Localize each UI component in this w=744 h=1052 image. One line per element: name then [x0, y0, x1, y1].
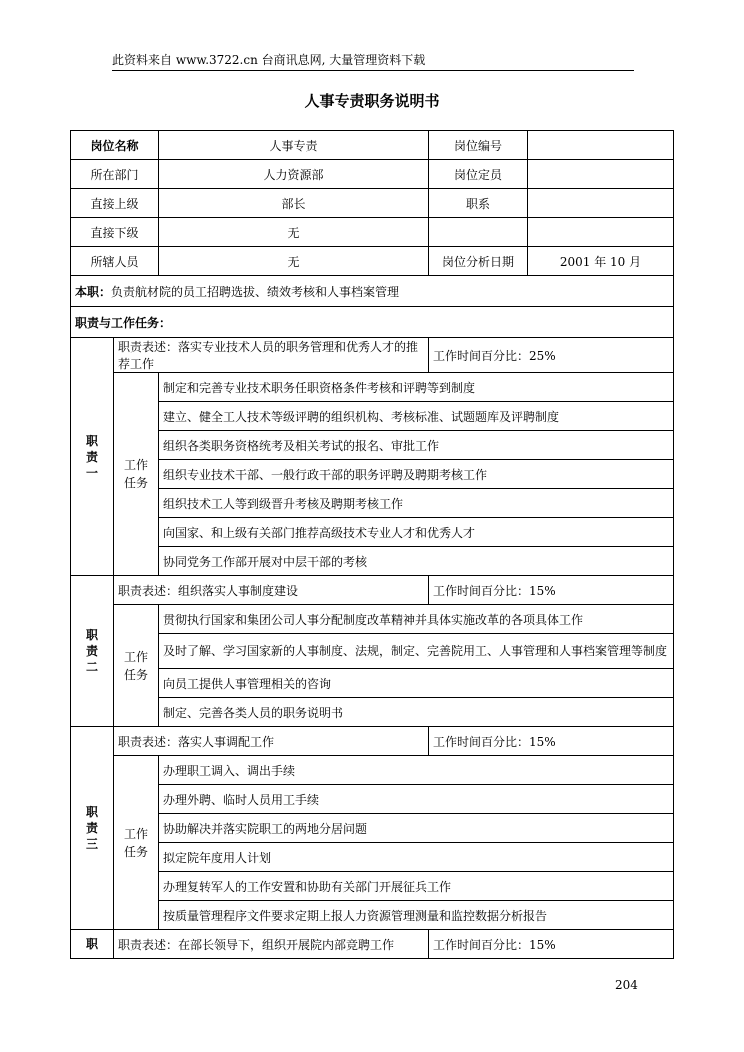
field-value: 人力资源部: [159, 160, 429, 189]
duty-time-percent: 工作时间百分比：25%: [429, 338, 674, 373]
field-label: 岗位编号: [429, 131, 528, 160]
task-item: 协助解决并落实院职工的两地分居问题: [159, 814, 674, 843]
task-row: [71, 698, 674, 727]
task-row: [71, 785, 674, 814]
task-row: [71, 402, 674, 431]
task-item: 组织专业技术干部、一般行政干部的职务评聘及聘期考核工作: [159, 460, 674, 489]
duty-statement: 职责表述：落实专业技术人员的职务管理和优秀人才的推荐工作: [114, 338, 429, 373]
field-label: 所在部门: [71, 160, 159, 189]
duty-statement-row: [71, 338, 674, 373]
work-task-label: 工作 任务: [114, 605, 159, 727]
task-row: [71, 489, 674, 518]
field-value: 2001 年 10 月: [528, 247, 674, 276]
work-task-label: 工作 任务: [114, 373, 159, 576]
duty-time-percent: 工作时间百分比：15%: [429, 930, 674, 959]
field-label: 直接下级: [71, 218, 159, 247]
task-row: [71, 669, 674, 698]
task-item: 及时了解、学习国家新的人事制度、法规，制定、完善院用工、人事管理和人事档案管理等制度: [159, 634, 674, 669]
task-row: [71, 843, 674, 872]
task-row: [71, 605, 674, 634]
duties-heading-row: [71, 307, 674, 338]
info-row: [71, 189, 674, 218]
basic-duty-text: 负责航材院的员工招聘选拔、绩效考核和人事档案管理: [111, 284, 400, 299]
task-row: [71, 460, 674, 489]
duty-time-percent: 工作时间百分比：15%: [429, 576, 674, 605]
task-item: 向员工提供人事管理相关的咨询: [159, 669, 674, 698]
info-row: [71, 160, 674, 189]
task-item: 建立、健全工人技术等级评聘的组织机构、考核标准、试题题库及评聘制度: [159, 402, 674, 431]
task-item: 组织技术工人等到级晋升考核及聘期考核工作: [159, 489, 674, 518]
basic-duty-cell: [71, 276, 674, 307]
duty-4-label: 职: [71, 930, 114, 959]
info-row: [71, 131, 674, 160]
task-item: 按质量管理程序文件要求定期上报人力资源管理测量和监控数据分析报告: [159, 901, 674, 930]
field-value: 无: [159, 247, 429, 276]
job-description-table: [70, 130, 674, 959]
duties-heading: 职责与工作任务：: [71, 307, 674, 338]
task-item: 贯彻执行国家和集团公司人事分配制度改革精神并具体实施改革的各项具体工作: [159, 605, 674, 634]
field-value: 人事专责: [159, 131, 429, 160]
field-label: 岗位名称: [71, 131, 159, 160]
basic-duty-label: 本职：: [75, 284, 112, 299]
task-row: [71, 756, 674, 785]
task-item: 办理职工调入、调出手续: [159, 756, 674, 785]
info-row: [71, 247, 674, 276]
task-row: [71, 901, 674, 930]
field-value: [528, 131, 674, 160]
page-number: 204: [615, 978, 638, 992]
task-item: 向国家、和上级有关部门推荐高级技术专业人才和优秀人才: [159, 518, 674, 547]
task-item: 制定和完善专业技术职务任职资格条件考核和评聘等到制度: [159, 373, 674, 402]
task-item: 组织各类职务资格统考及相关考试的报名、审批工作: [159, 431, 674, 460]
field-value: [528, 218, 674, 247]
duty-1-label: 职 责 一: [71, 338, 114, 576]
task-row: [71, 872, 674, 901]
source-header: 此资料来自 www.3722.cn 台商讯息网, 大量管理资料下载: [112, 50, 634, 71]
task-item: 办理复转军人的工作安置和协助有关部门开展征兵工作: [159, 872, 674, 901]
duty-statement: 职责表述：组织落实人事制度建设: [114, 576, 429, 605]
work-task-label: 工作 任务: [114, 756, 159, 930]
basic-duty-row: [71, 276, 674, 307]
field-value: 部长: [159, 189, 429, 218]
field-label: 职系: [429, 189, 528, 218]
field-label: 岗位定员: [429, 160, 528, 189]
duty-statement: 职责表述：落实人事调配工作: [114, 727, 429, 756]
field-value: [528, 160, 674, 189]
task-row: [71, 814, 674, 843]
task-item: 办理外聘、临时人员用工手续: [159, 785, 674, 814]
field-value: 无: [159, 218, 429, 247]
duty-3-label: 职 责 三: [71, 727, 114, 930]
field-label: 直接上级: [71, 189, 159, 218]
field-value: [528, 189, 674, 218]
task-row: [71, 373, 674, 402]
task-row: [71, 547, 674, 576]
task-item: 制定、完善各类人员的职务说明书: [159, 698, 674, 727]
duty-statement-row: [71, 727, 674, 756]
task-item: 拟定院年度用人计划: [159, 843, 674, 872]
duty-2-label: 职 责 二: [71, 576, 114, 727]
document-title: 人事专责职务说明书: [304, 92, 440, 110]
task-row: [71, 634, 674, 669]
task-item: 协同党务工作部开展对中层干部的考核: [159, 547, 674, 576]
duty-statement: 职责表述：在部长领导下，组织开展院内部竞聘工作: [114, 930, 429, 959]
field-label: [429, 218, 528, 247]
duty-statement-row: [71, 930, 674, 959]
duty-time-percent: 工作时间百分比：15%: [429, 727, 674, 756]
duty-statement-row: [71, 576, 674, 605]
field-label: 岗位分析日期: [429, 247, 528, 276]
task-row: [71, 518, 674, 547]
task-row: [71, 431, 674, 460]
field-label: 所辖人员: [71, 247, 159, 276]
info-row: [71, 218, 674, 247]
